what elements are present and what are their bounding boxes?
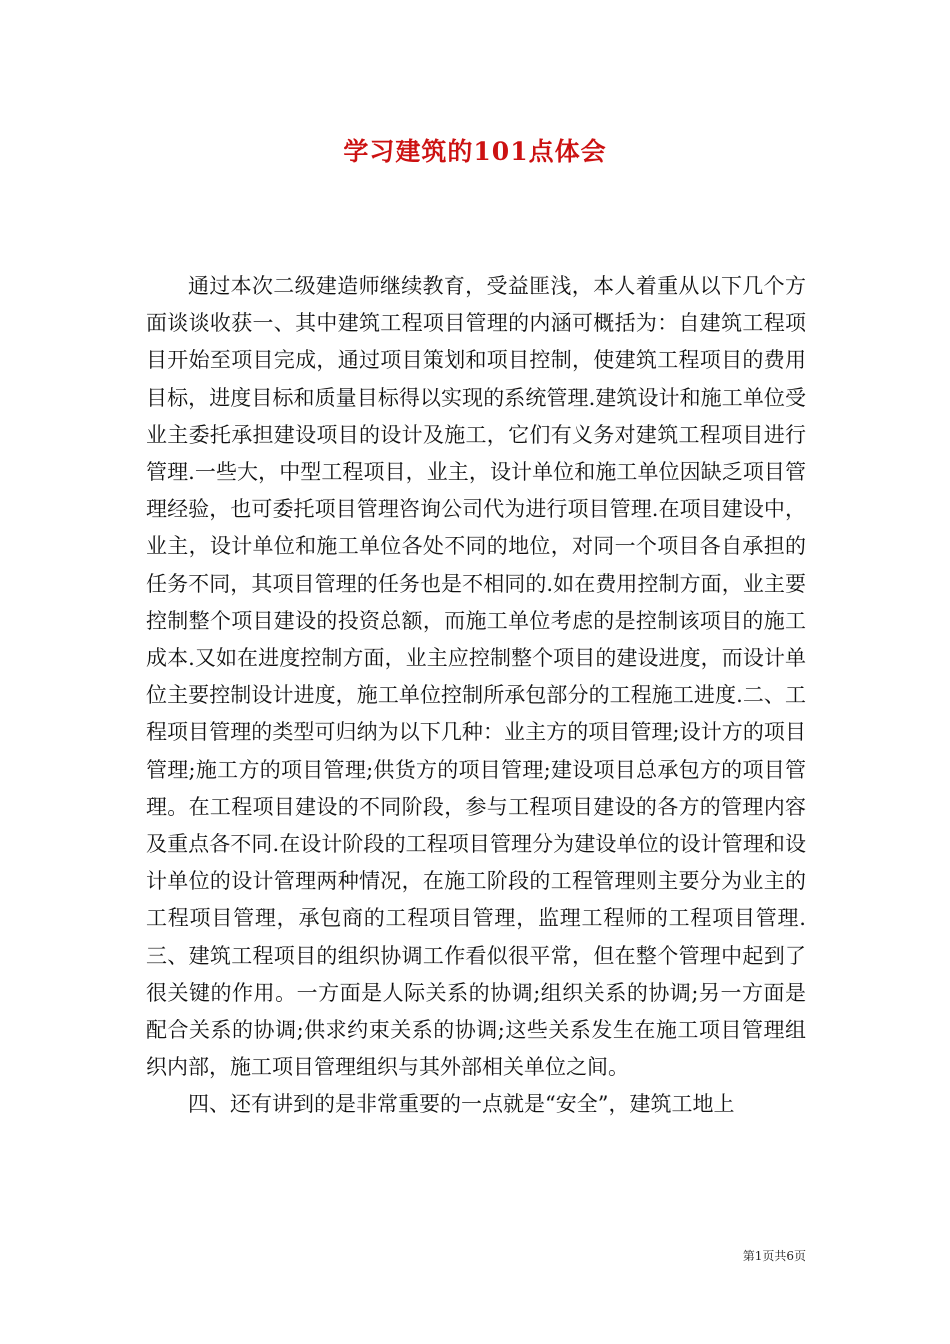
- document-body: [146, 268, 806, 1124]
- page-number: 第1页共6页: [742, 1249, 806, 1263]
- paragraph-1: 通过本次二级建造师继续教育，受益匪浅，本人着重从以下几个方面谈谈收获一、其中建筑工程项目管理的内涵可概括为：自建筑工程项目开始至项目完成，通过项目策划和项目控制，使建筑工程项目的费用目标，进度目标和质量目标得以实现的系统管理.建筑设计和施工单位受业主委托承担建设项目的设计及施工，它们有义务对建筑工程项目进行管理.一些大，中型工程项目，业主，设计单位和施工单位因缺乏项目管理经验，也可委托项目管理咨询公司代为进行项目管理.在项目建设中，业主，设计单位和施工单位各处不同的地位，对同一个项目各自承担的任务不同，其项目管理的任务也是不相同的.如在费用控制方面，业主要控制整个项目建设的投资总额，而施工单位考虑的是控制该项目的施工成本.又如在进度控制方面，业主应控制整个项目的建设进度，而设计单位主要控制设计进度，施工单位控制所承包部分的工程施工进度.二、工程项目管理的类型可归纳为以下几种：业主方的项目管理;设计方的项目管理;施工方的项目管理;供货方的项目管理;建设项目总承包方的项目管理。在工程项目建设的不同阶段，参与工程项目建设的各方的管理内容及重点各不同.在设计阶段的工程项目管理分为建设单位的设计管理和设计单位的设计管理两种情况，在施工阶段的工程管理则主要分为业主的工程项目管理，承包商的工程项目管理，监理工程师的工程项目管理.三、建筑工程项目的组织协调工作看似很平常，但在整个管理中起到了很关键的作用。一方面是人际关系的协调;组织关系的协调;另一方面是配合关系的协调;供求约束关系的协调;这些关系发生在施工项目管理组织内部，施工项目管理组织与其外部相关单位之间。: [146, 274, 806, 1080]
- document-title: 学习建筑的101点体会: [343, 137, 607, 166]
- paragraph-2: 四、还有讲到的是非常重要的一点就是“安全”，建筑工地上: [188, 1092, 735, 1117]
